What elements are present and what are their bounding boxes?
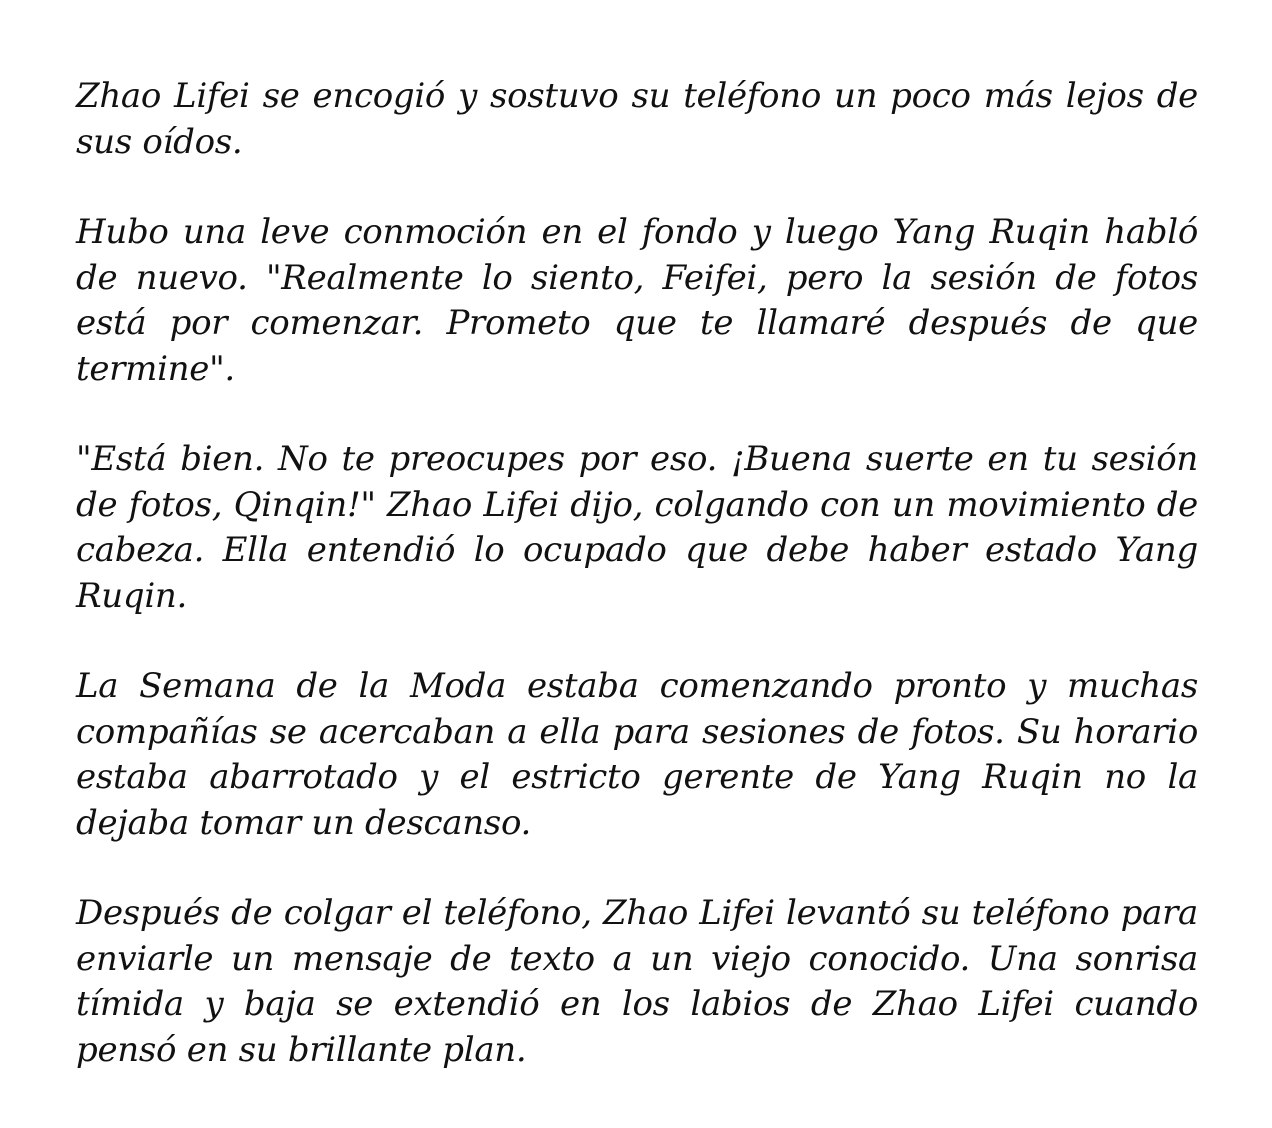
paragraph-5: Después de colgar el teléfono, Zhao Lifei levantó su teléfono para enviarle un mensaje de texto a un viejo conocido. Una sonrisa tímida y baja se extendió en los labios de Zhao Lifei cuando pensó en su brillante plan.: [76, 893, 1198, 1070]
paragraph-3: "Está bien. No te preocupes por eso. ¡Buena suerte en tu sesión de fotos, Qinqin!" Zhao Lifei dijo, colgando con un movimiento de cabeza. Ella entendió lo ocupado que debe haber estado Yang Ruqin.: [76, 439, 1198, 616]
paragraph-2: Hubo una leve conmoción en el fondo y luego Yang Ruqin habló de nuevo. "Realmente lo siento, Feifei, pero la sesión de fotos está por comenzar. Prometo que te llamaré después de que termine".: [76, 212, 1198, 389]
document-body: [76, 74, 1198, 1073]
paragraph-4: La Semana de la Moda estaba comenzando pronto y muchas compañías se acercaban a ella para sesiones de fotos. Su horario estaba abarrotado y el estricto gerente de Yang Ruqin no la dejaba tomar un descanso.: [76, 666, 1198, 843]
paragraph-1: Zhao Lifei se encogió y sostuvo su teléfono un poco más lejos de sus oídos.: [76, 76, 1198, 162]
